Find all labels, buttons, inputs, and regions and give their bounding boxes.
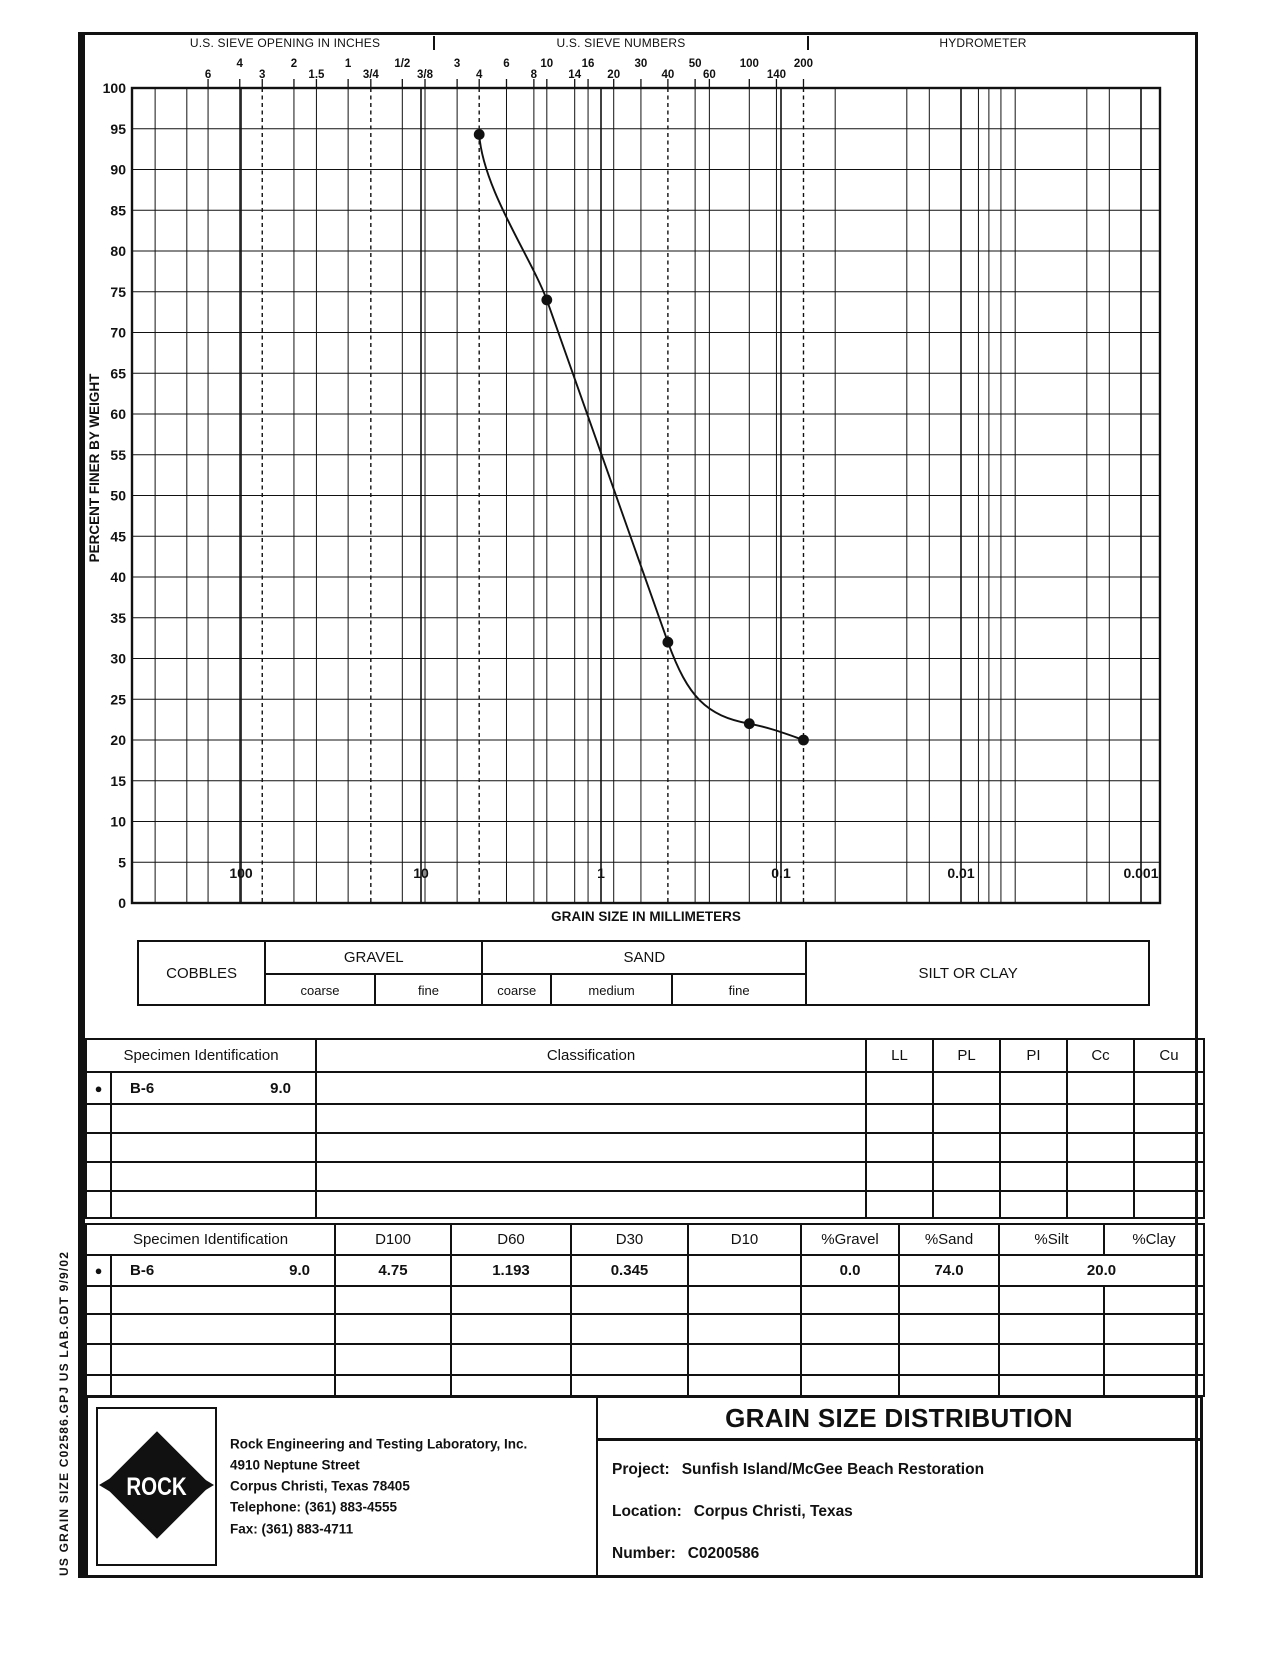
sieve-label: 3/8 [417, 69, 434, 81]
empty-cell [933, 1162, 1000, 1191]
empty-cell [335, 1286, 451, 1314]
empty-cell [86, 1314, 111, 1344]
laboratory-address-line: Telephone: (361) 883-4555 [230, 1500, 398, 1516]
col-cu: Cu [1134, 1039, 1204, 1072]
pl-value [933, 1072, 1000, 1104]
empty-cell [999, 1344, 1104, 1375]
gravel-value: 0.0 [801, 1255, 899, 1286]
col-d60: D60 [451, 1224, 571, 1255]
empty-cell [86, 1344, 111, 1375]
footer-field-number [612, 1533, 1200, 1575]
empty-row [86, 1375, 1204, 1396]
empty-cell [111, 1286, 335, 1314]
y-tick-label: 75 [110, 283, 126, 300]
sieve-label: 20 [607, 69, 621, 81]
empty-cell [111, 1344, 335, 1375]
report-title: GRAIN SIZE DISTRIBUTION [598, 1398, 1200, 1441]
empty-cell [1104, 1375, 1204, 1396]
y-tick-label: 95 [110, 120, 126, 137]
sieve-label: 200 [793, 58, 814, 70]
empty-cell [111, 1191, 316, 1218]
empty-cell [111, 1104, 316, 1133]
band-group-silt-or-clay [805, 942, 1128, 1004]
header-row [86, 1039, 1204, 1072]
empty-cell [316, 1104, 866, 1133]
x-tick-label: 0.001 [1123, 865, 1159, 881]
sieve-label: 100 [739, 58, 759, 70]
empty-cell [571, 1286, 688, 1314]
empty-cell [86, 1375, 111, 1396]
empty-cell [111, 1314, 335, 1344]
band-sub-fine: fine [671, 975, 806, 1005]
y-tick-label: 80 [110, 243, 126, 259]
col-gravel: %Gravel [801, 1224, 899, 1255]
y-tick-label: 50 [110, 487, 126, 504]
empty-row [86, 1133, 1204, 1162]
empty-row [86, 1162, 1204, 1191]
d100-value: 4.75 [335, 1255, 451, 1286]
sand-value: 74.0 [899, 1255, 999, 1286]
empty-cell [1104, 1344, 1204, 1375]
empty-cell [316, 1133, 866, 1162]
empty-cell [933, 1104, 1000, 1133]
empty-cell [571, 1344, 688, 1375]
laboratory-address-line: Rock Engineering and Testing Laboratory, Inc. [230, 1436, 528, 1452]
header-sieve-opening-inches: U.S. SIEVE OPENING IN INCHES [189, 36, 381, 50]
empty-cell [801, 1314, 899, 1344]
y-tick-label: 20 [110, 732, 126, 748]
laboratory-address-line: 4910 Neptune Street [230, 1457, 360, 1473]
band-group-label: COBBLES [166, 964, 238, 982]
col-pl: PL [933, 1039, 1000, 1072]
y-tick-label: 10 [110, 813, 126, 830]
specimen-depth: 9.0 [289, 1262, 310, 1279]
band-sub-fine: fine [374, 975, 481, 1005]
empty-cell [86, 1162, 111, 1191]
col-specimen-identification: Specimen Identification [86, 1039, 316, 1072]
specimen-depth: 9.0 [270, 1079, 291, 1097]
laboratory-address [230, 1433, 527, 1540]
project-value: Sunfish Island/McGee Beach Restoration [681, 1461, 985, 1478]
sieve-label: 10 [540, 58, 554, 70]
col-specimen-identification: Specimen Identification [86, 1224, 335, 1255]
y-tick-label: 30 [110, 650, 126, 667]
x-tick-label: 10 [413, 865, 429, 881]
sieve-label: 60 [702, 69, 716, 81]
col-ll: LL [866, 1039, 933, 1072]
empty-cell [999, 1314, 1104, 1344]
band-subdivisions [266, 973, 481, 1005]
empty-cell [1000, 1191, 1067, 1218]
silt-clay-value: 20.0 [999, 1255, 1204, 1286]
cc-value [1067, 1072, 1134, 1104]
data-table [85, 1038, 1205, 1219]
ll-value [866, 1072, 933, 1104]
y-axis-title: PERCENT FINER BY WEIGHT [87, 373, 102, 563]
empty-cell [316, 1191, 866, 1218]
empty-cell [899, 1375, 999, 1396]
empty-cell [335, 1344, 451, 1375]
sieve-label: 3/4 [362, 69, 379, 81]
empty-cell [866, 1191, 933, 1218]
empty-cell [933, 1133, 1000, 1162]
empty-cell [451, 1375, 571, 1396]
band-group-gravel [264, 942, 481, 1004]
sieve-label: 2 [290, 58, 298, 70]
sieve-label: 16 [581, 58, 595, 70]
specimen-results-table [85, 1223, 1205, 1397]
location-label: Location: [612, 1503, 682, 1520]
col-d10: D10 [688, 1224, 801, 1255]
col-pi: PI [1000, 1039, 1067, 1072]
header-sieve-numbers: U.S. SIEVE NUMBERS [556, 36, 686, 50]
empty-cell [899, 1286, 999, 1314]
specimen-id-cell [111, 1255, 335, 1286]
empty-row [86, 1191, 1204, 1218]
data-table [85, 1223, 1205, 1397]
empty-cell [688, 1286, 801, 1314]
location-value: Corpus Christi, Texas [693, 1503, 853, 1520]
sieve-label: 1/2 [394, 58, 411, 70]
empty-cell [86, 1191, 111, 1218]
classification-value [316, 1072, 866, 1104]
d60-value: 1.193 [451, 1255, 571, 1286]
col-clay: %Clay [1104, 1224, 1204, 1255]
col-d100: D100 [335, 1224, 451, 1255]
empty-cell [899, 1344, 999, 1375]
empty-cell [1000, 1133, 1067, 1162]
empty-cell [451, 1314, 571, 1344]
specimen-marker-icon: ● [86, 1255, 111, 1286]
empty-cell [866, 1133, 933, 1162]
table-row [86, 1255, 1204, 1286]
col-cc: Cc [1067, 1039, 1134, 1072]
d30-value: 0.345 [571, 1255, 688, 1286]
specimen-id-wrap [112, 1262, 334, 1279]
empty-cell [571, 1314, 688, 1344]
specimen-id: B-6 [130, 1079, 155, 1097]
x-tick-label: 0.1 [771, 865, 791, 881]
specimen-marker-icon: ● [86, 1072, 111, 1104]
rock-logo [96, 1407, 217, 1566]
empty-cell [1000, 1162, 1067, 1191]
empty-cell [571, 1375, 688, 1396]
y-tick-label: 15 [110, 772, 126, 789]
sieve-label: 40 [661, 69, 675, 81]
sieve-label: 3 [453, 58, 461, 70]
empty-cell [1134, 1162, 1204, 1191]
col-sand: %Sand [899, 1224, 999, 1255]
empty-cell [688, 1314, 801, 1344]
empty-cell [1104, 1286, 1204, 1314]
sieve-label: 3 [259, 69, 266, 81]
empty-cell [1067, 1104, 1134, 1133]
empty-cell [451, 1344, 571, 1375]
empty-cell [688, 1375, 801, 1396]
empty-cell [86, 1104, 111, 1133]
y-tick-label: 65 [110, 365, 126, 382]
pi-value [1000, 1072, 1067, 1104]
empty-cell [111, 1375, 335, 1396]
band-subdivisions [483, 973, 805, 1005]
col-d30: D30 [571, 1224, 688, 1255]
footer-field-project [612, 1449, 1200, 1491]
project-fields [598, 1441, 1200, 1575]
empty-cell [86, 1286, 111, 1314]
band-sub-coarse: coarse [300, 982, 340, 998]
y-tick-label: 35 [110, 609, 126, 626]
band-group-cobbles [139, 942, 264, 1004]
cu-value [1134, 1072, 1204, 1104]
sieve-label: 1.5 [308, 69, 325, 81]
y-tick-label: 55 [110, 446, 126, 463]
y-tick-label: 90 [110, 161, 126, 178]
empty-cell [999, 1286, 1104, 1314]
title-block [85, 1395, 1203, 1578]
number-label: Number: [612, 1545, 676, 1562]
empty-cell [1134, 1104, 1204, 1133]
empty-cell [801, 1286, 899, 1314]
report-title-panel [598, 1398, 1200, 1575]
empty-row [86, 1314, 1204, 1344]
sieve-label: 30 [634, 58, 648, 70]
sieve-label: 4 [236, 58, 243, 70]
footer-field-location [612, 1491, 1200, 1533]
d10-value [688, 1255, 801, 1286]
empty-cell [1000, 1104, 1067, 1133]
empty-cell [933, 1191, 1000, 1218]
y-tick-label: 70 [110, 324, 126, 341]
table-row [86, 1072, 1204, 1104]
specimen-id: B-6 [130, 1262, 155, 1279]
x-tick-label: 1 [597, 865, 605, 881]
project-label: Project: [612, 1461, 670, 1478]
header-hydrometer: HYDROMETER [939, 36, 1027, 50]
y-tick-label: 45 [110, 528, 126, 545]
col-silt: %Silt [999, 1224, 1104, 1255]
band-group-label: SAND [623, 949, 666, 966]
specimen-classification-table [85, 1038, 1205, 1219]
empty-row [86, 1104, 1204, 1133]
laboratory-info-panel [88, 1398, 598, 1575]
sieve-label: 6 [503, 58, 510, 70]
empty-cell [1067, 1133, 1134, 1162]
y-tick-label: 60 [110, 406, 126, 422]
header-row [86, 1224, 1204, 1255]
empty-cell [1067, 1191, 1134, 1218]
empty-cell [111, 1133, 316, 1162]
empty-row [86, 1344, 1204, 1375]
sieve-label: 140 [766, 69, 787, 81]
empty-cell [899, 1314, 999, 1344]
empty-row [86, 1286, 1204, 1314]
sidebar-file-note: US GRAIN SIZE C02586.GPJ US LAB.GDT 9/9/02 [57, 1250, 71, 1576]
specimen-id-cell [111, 1072, 316, 1104]
y-tick-label: 85 [110, 202, 126, 219]
sieve-label: 50 [688, 58, 702, 70]
empty-cell [1067, 1162, 1134, 1191]
sieve-label: 6 [204, 69, 212, 81]
empty-cell [111, 1162, 316, 1191]
x-tick-label: 0.01 [947, 865, 975, 881]
sieve-label: 1 [344, 58, 352, 70]
grain-size-classification-band [137, 940, 1150, 1006]
empty-cell [316, 1162, 866, 1191]
band-group-label: SILT OR CLAY [918, 964, 1018, 982]
empty-cell [801, 1344, 899, 1375]
y-tick-label: 40 [110, 569, 126, 585]
empty-cell [1104, 1314, 1204, 1344]
empty-cell [866, 1104, 933, 1133]
col-classification: Classification [316, 1039, 866, 1072]
empty-cell [999, 1375, 1104, 1396]
y-tick-label: 0 [118, 895, 126, 911]
empty-cell [451, 1286, 571, 1314]
empty-cell [335, 1314, 451, 1344]
band-group-sand [481, 942, 805, 1004]
specimen-id-wrap [112, 1080, 315, 1097]
empty-cell [1134, 1133, 1204, 1162]
number-value: C0200586 [687, 1545, 760, 1562]
band-sub-medium: medium [550, 975, 670, 1005]
laboratory-address-line: Fax: (361) 883-4711 [230, 1521, 354, 1537]
y-tick-label: 25 [110, 691, 126, 708]
y-tick-label: 5 [118, 854, 126, 871]
sieve-label: 4 [475, 69, 483, 81]
band-group-label: GRAVEL [343, 949, 404, 966]
sieve-label: 8 [530, 69, 538, 81]
empty-cell [866, 1162, 933, 1191]
x-axis-title: GRAIN SIZE IN MILLIMETERS [551, 909, 741, 924]
empty-cell [86, 1133, 111, 1162]
x-tick-label: 100 [229, 865, 253, 881]
empty-cell [688, 1344, 801, 1375]
sieve-label: 14 [568, 69, 582, 81]
empty-cell [801, 1375, 899, 1396]
laboratory-address-line: Corpus Christi, Texas 78405 [230, 1478, 410, 1494]
y-tick-label: 100 [102, 80, 126, 96]
logo-wordmark: ROCK [126, 1473, 187, 1501]
empty-cell [335, 1375, 451, 1396]
empty-cell [1134, 1191, 1204, 1218]
band-sub-coarse: coarse [497, 982, 537, 998]
